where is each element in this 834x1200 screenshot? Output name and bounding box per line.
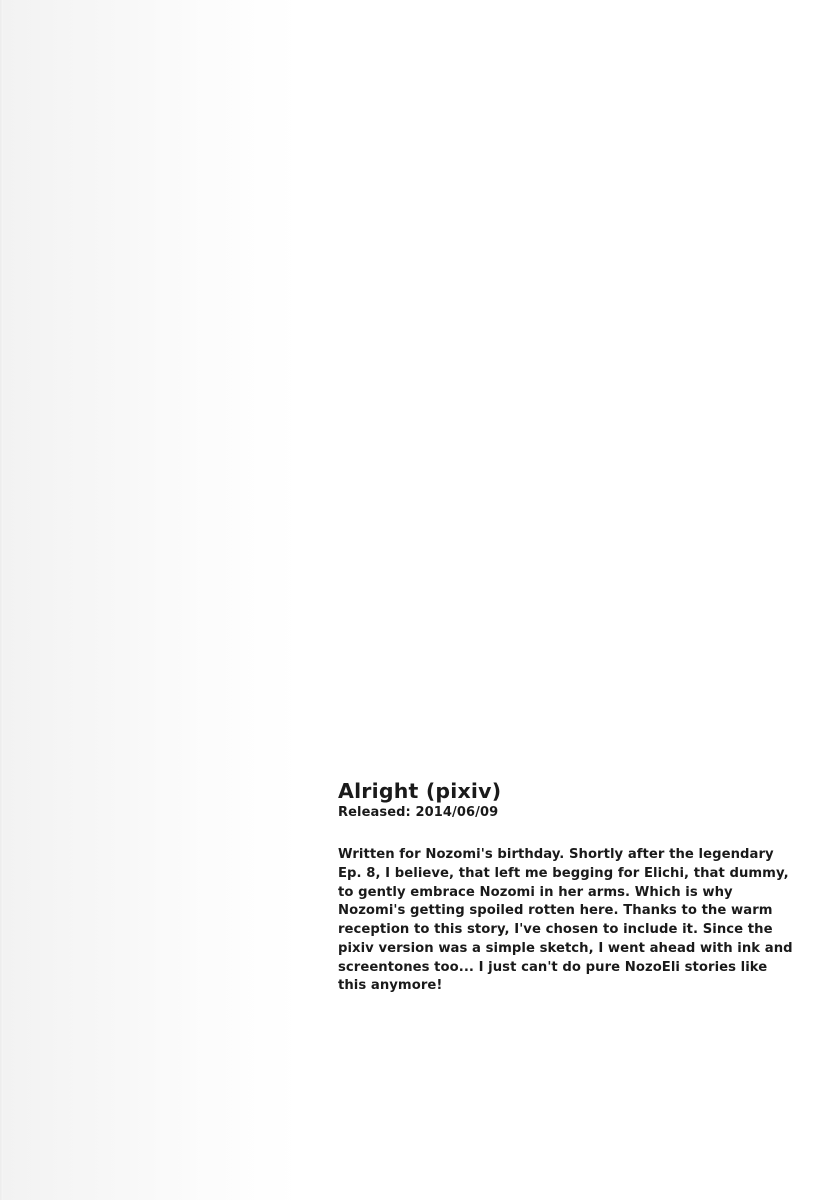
afterword-body	[338, 846, 793, 996]
afterword-body-text: Written for Nozomi's birthday. Shortly after the legendary Ep. 8, I believe, that left me begging for Elichi, that dummy, to gently embrace Nozomi in her arms. Which is why Nozomi's getting spoiled rotten here. Thanks to the warm reception to this story, I've chosen to include it. Since the pixiv version was a simple sketch, I went ahead with ink and screentones too... I just can't do pure NozoEli stories like this anymore!	[338, 847, 793, 994]
page-gutter-edge	[0, 0, 3, 1200]
afterword-block	[338, 780, 798, 996]
page-gutter-shading	[0, 0, 300, 1200]
afterword-title: Alright (pixiv)	[338, 779, 502, 803]
afterword-release-date: Released: 2014/06/09	[338, 804, 499, 820]
